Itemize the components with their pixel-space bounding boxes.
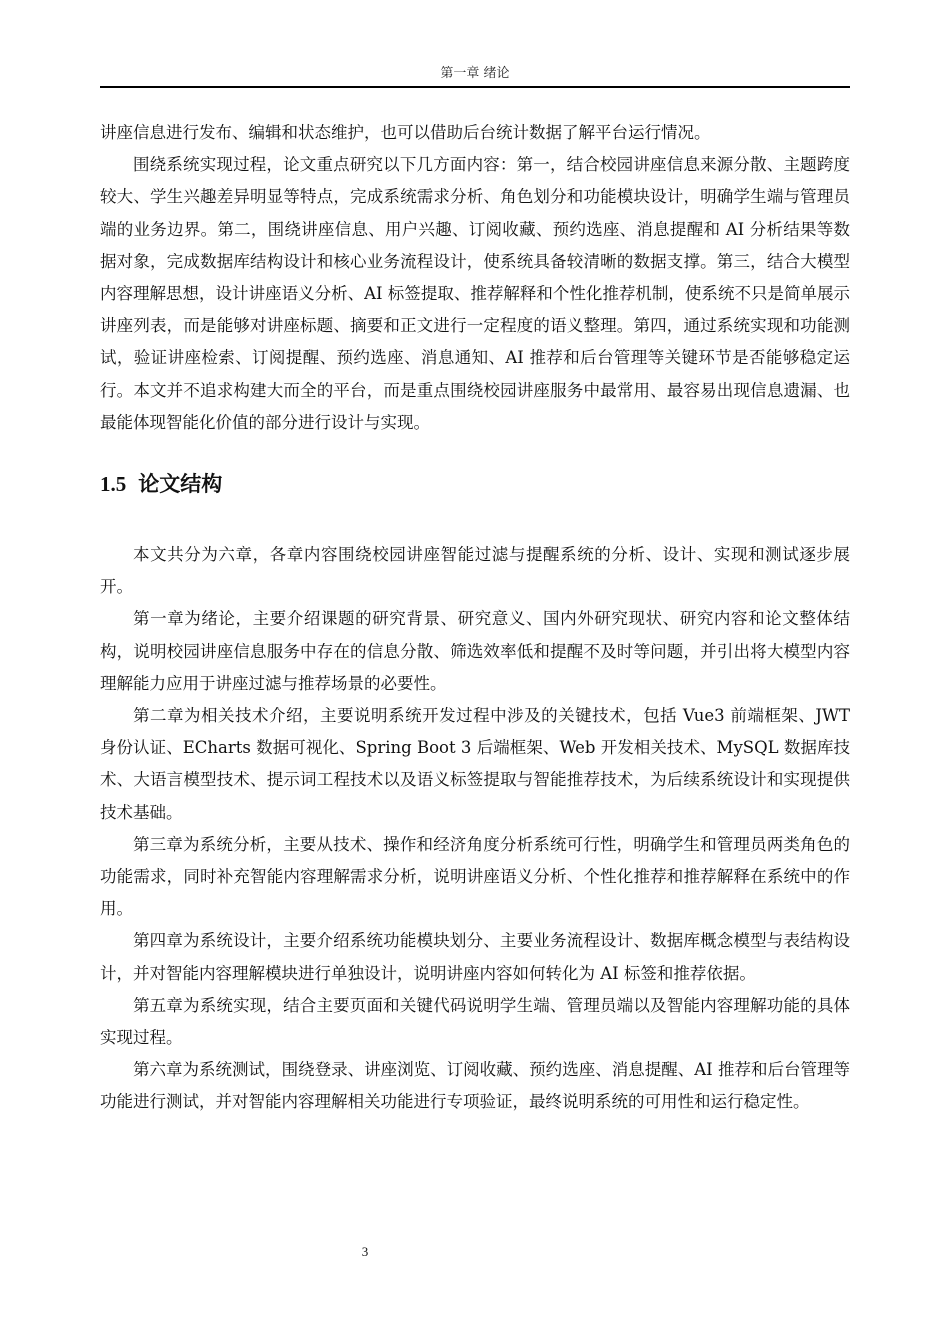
running-header: 第一章 绪论 <box>440 66 510 81</box>
structure-paragraph-chapter-3: 第三章为系统分析，主要从技术、操作和经济角度分析系统可行性，明确学生和管理员两类角色的功能需求，同时补充智能内容理解需求分析，说明讲座语义分析、个性化推荐和推荐解释在系统中的作用。 <box>100 834 850 919</box>
structure-paragraph-chapter-5: 第五章为系统实现，结合主要页面和关键代码说明学生端、管理员端以及智能内容理解功能的具体实现过程。 <box>100 995 850 1048</box>
header-rule <box>100 86 850 88</box>
section-number: 1.5 <box>100 472 127 497</box>
research-content-paragraph: 围绕系统实现过程，论文重点研究以下几方面内容：第一，结合校园讲座信息来源分散、主题跨度较大、学生兴趣差异明显等特点，完成系统需求分析、角色划分和功能模块设计，明确学生端与管理员端的业务边界。第二，围绕讲座信息、用户兴趣、订阅收藏、预约选座、消息提醒和 AI 分析结果等数据对象，完成数据库结构设计和核心业务流程设计，使系统具备较清晰的数据支撑。第三，结合大模型内容理解思想，设计讲座语义分析、AI 标签提取、推荐解释和个性化推荐机制，使系统不只是简单展示讲座列表，而是能够对讲座标题、摘要和正文进行一定程度的语义整理。第四，通过系统实现和功能测试，验证讲座检索、订阅提醒、预约选座、消息通知、AI 推荐和后台管理等关键环节是否能够稳定运行。本文并不追求构建大而全的平台，而是重点围绕校园讲座服务中最常用、最容易出现信息遗漏、也最能体现智能化价值的部分进行设计与实现。 <box>100 155 850 432</box>
section-heading <box>100 469 850 499</box>
structure-paragraph-chapter-2: 第二章为相关技术介绍，主要说明系统开发过程中涉及的关键技术，包括 Vue3 前端框架、JWT 身份认证、ECharts 数据可视化、Spring Boot 3 后端框架、Web 开发相关技术、MySQL 数据库技术、大语言模型技术、提示词工程技术以及语义标签提取与智能推荐技术，为后续系统设计和实现提供技术基础。 <box>100 706 850 822</box>
page-content <box>100 117 850 1119</box>
structure-paragraph-overview: 本文共分为六章，各章内容围绕校园讲座智能过滤与提醒系统的分析、设计、实现和测试逐步展开。 <box>100 545 850 597</box>
page-number: 3 <box>361 1244 369 1259</box>
continuation-paragraph: 讲座信息进行发布、编辑和状态维护，也可以借助后台统计数据了解平台运行情况。 <box>100 123 711 142</box>
section-title: 论文结构 <box>138 472 223 497</box>
structure-paragraph-chapter-4: 第四章为系统设计，主要介绍系统功能模块划分、主要业务流程设计、数据库概念模型与表结构设计，并对智能内容理解模块进行单独设计，说明讲座内容如何转化为 AI 标签和推荐依据。 <box>100 931 850 983</box>
structure-paragraph-chapter-6: 第六章为系统测试，围绕登录、讲座浏览、订阅收藏、预约选座、消息提醒、AI 推荐和后台管理等功能进行测试，并对智能内容理解相关功能进行专项验证，最终说明系统的可用性和运行稳定性。 <box>100 1060 850 1112</box>
structure-paragraph-chapter-1: 第一章为绪论，主要介绍课题的研究背景、研究意义、国内外研究现状、研究内容和论文整体结构，说明校园讲座信息服务中存在的信息分散、筛选效率低和提醒不及时等问题，并引出将大模型内容理解能力应用于讲座过滤与推荐场景的必要性。 <box>100 609 850 693</box>
